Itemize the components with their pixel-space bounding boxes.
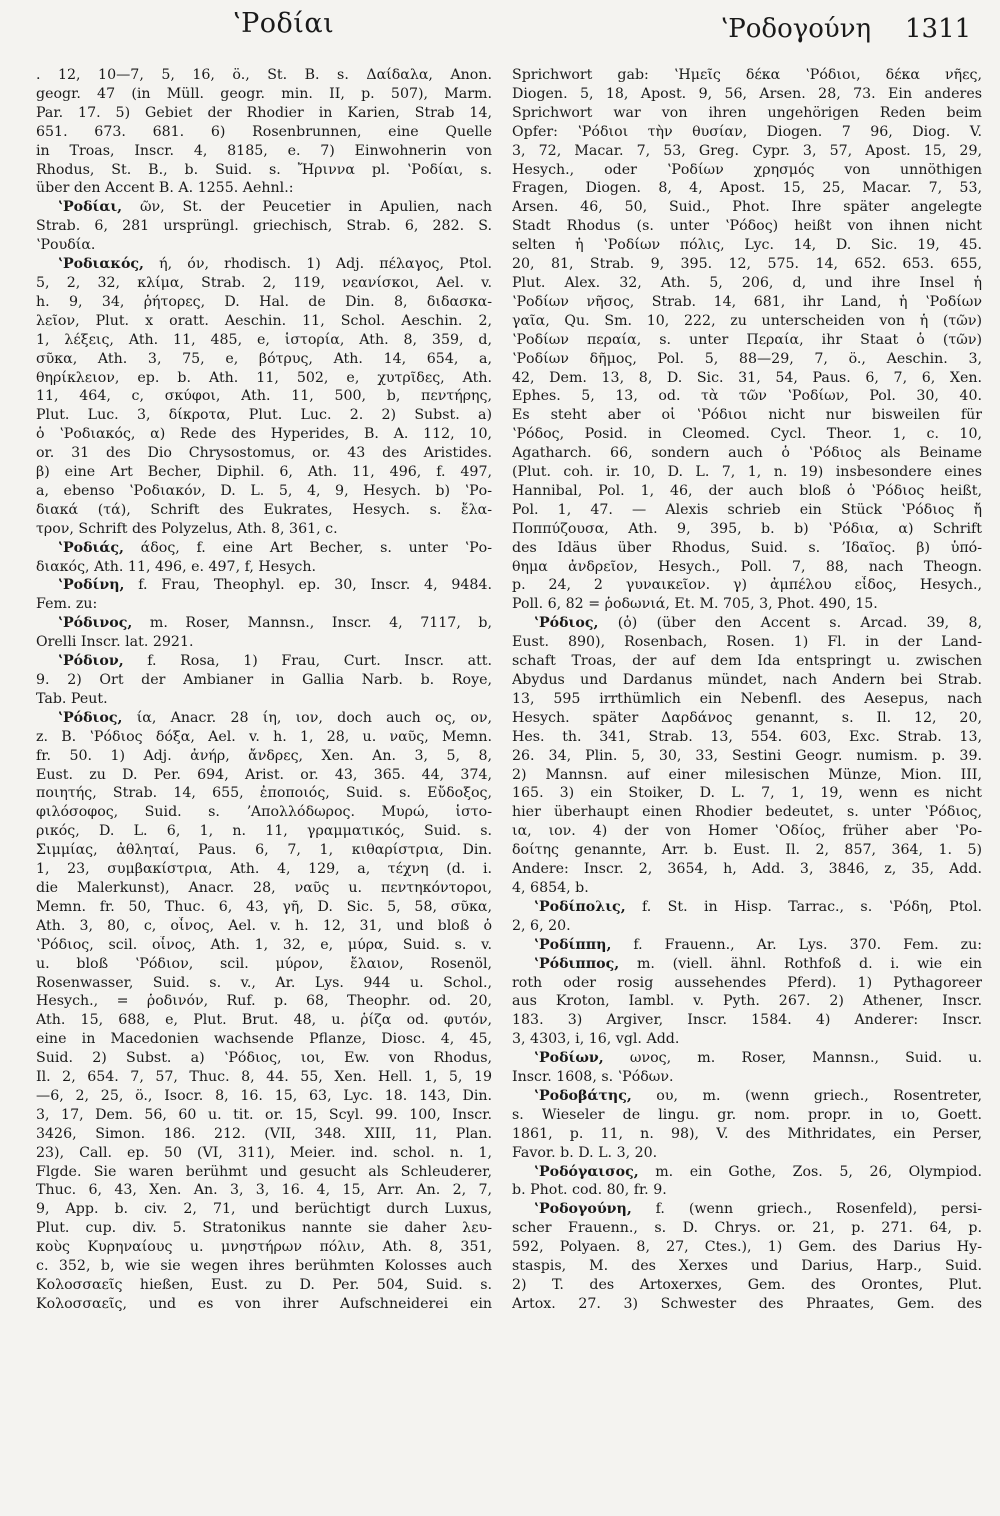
text-line: —6, 2, 25, ö., Isocr. 8, 16. 15, 63, Lyc. 18. 143, Din. <box>36 1087 492 1104</box>
entry-headword-line: ʽΡόδιος, ία, Anacr. 28 ίη, ιον, doch auch ος, ον, <box>58 709 492 726</box>
entry-headword-line: ʽΡόδινος, m. Roser, Mannsn., Inscr. 4, 7117, b, <box>58 615 492 632</box>
text-line: ʽΡοδίων νῆσος, Strab. 14, 681, ihr Land, ἡ ʽΡοδίων <box>512 293 982 310</box>
text-line: 3, 4303, i, 16, vgl. Add. <box>512 1031 680 1048</box>
entry-headword-line: ʽΡόδιον, f. Rosa, 1) Frau, Curt. Inscr. att. <box>58 653 492 670</box>
text-line: Thuc. 6, 43, Xen. An. 3, 3, 16. 4, 15, Arr. An. 2, 7, <box>36 1182 492 1199</box>
text-line: Orelli Inscr. lat. 2921. <box>36 634 194 651</box>
text-line: ια, ιον. 4) der von Homer ʽΟδίος, früher aber ʽΡο- <box>512 823 982 840</box>
entry-headword-line: ʽΡοδίππη, f. Frauenn., Ar. Lys. 370. Fem. zu: <box>534 936 982 953</box>
entry-headword-line: ʽΡοδίων, ωνος, m. Roser, Mannsn., Suid. u. <box>534 1050 982 1067</box>
text-line: aus Kroton, Iambl. v. Pyth. 267. 2) Athener, Inscr. <box>512 993 982 1010</box>
text-line: 2) Mannsn. auf einer milesischen Münze, Mion. III, <box>512 766 982 783</box>
text-line: γαῖα, Qu. Sm. 10, 222, zu unterscheiden von ἡ (τῶν) <box>512 312 982 329</box>
text-line: Favor. b. D. L. 3, 20. <box>512 1144 658 1161</box>
text-line: 11, 464, c, σκύφοι, Ath. 11, 500, b, πεντήρης, <box>36 388 492 405</box>
text-line: u. bloß ʽΡόδιον, scil. μύρον, ἔλαιον, Rosenöl, <box>36 955 492 972</box>
text-line: Par. 17. 5) Gebiet der Rhodier in Karien, Strab 14, <box>36 104 492 121</box>
text-line: ποιητής, Strab. 14, 655, ἐποποιός, Suid. s. Εὔδοξος, <box>36 785 492 802</box>
text-line: 3, 72, Macar. 7, 53, Greg. Cypr. 3, 57, Apost. 15, 29, <box>512 142 982 159</box>
text-line: τρον, Schrift des Polyzelus, Ath. 8, 361, c. <box>36 520 338 537</box>
text-line: Κολοσσαεῖς hießen, Eust. zu D. Per. 504, Suid. s. <box>36 1277 492 1293</box>
text-line: φιλόσοφος, Suid. s. ʼΑπολλόδωρος. Μυρώ, ἱστο- <box>36 804 492 821</box>
text-line: Hesych. später Δαρδάνος genannt, s. Il. 12, 20, <box>512 709 982 726</box>
text-line: Sprichwort gab: ʽΗμεῖς δέκα ʽΡόδιοι, δέκα νῆες, <box>512 67 982 83</box>
text-line: (Plut. coh. ir. 10, D. L. 7, 1, n. 19) insbesondere eines <box>512 464 982 481</box>
text-line: 592, Polyaen. 8, 27, Ctes.), 1) Gem. des Darius Hy- <box>512 1239 982 1256</box>
text-line: 651. 673. 681. 6) Rosenbrunnen, eine Quelle <box>36 123 492 140</box>
text-line: b. Phot. cod. 80, fr. 9. <box>512 1182 667 1199</box>
entry-headword: ʽΡόδιππος, <box>534 955 620 972</box>
text-line: β) eine Art Becher, Diphil. 6, Ath. 11, 496, f. 497, <box>36 464 492 481</box>
text-line: roth oder rosig aussehendes Pferd). 1) Pythagoreer <box>512 974 982 991</box>
text-line: . 12, 10—7, 5, 16, ö., St. B. s. Δαίδαλα, Anon. <box>36 67 492 83</box>
text-line: δοίτης genannte, Arr. b. Eust. Il. 2, 857, 364, 1. 5) <box>512 842 982 859</box>
left-column <box>36 66 492 1314</box>
text-line: Arsen. 46, 50, Suid., Phot. Ihre später angelegte <box>512 199 982 216</box>
text-line: Plut. Luc. 3, δίκροτα, Plut. Luc. 2. 2) Subst. a) <box>36 407 492 424</box>
text-line: 1, λέξεις, Ath. 11, 485, e, ἱστορία, Ath. 8, 359, d, <box>36 331 492 348</box>
text-line: z. B. ʽΡόδιος δόξα, Ael. v. h. 1, 28, u. ναῦς, Memn. <box>36 728 492 745</box>
text-line: Strab. 6, 281 ursprüngl. griechisch, Strab. 6, 282. S. <box>36 218 492 235</box>
right-running-headword: ʽΡοδογούνη <box>720 14 872 44</box>
text-line: Flgde. Sie waren berühmt und gesucht als Schleuderer, <box>36 1163 492 1180</box>
left-running-headword: ʽΡοδίαι <box>232 8 335 39</box>
text-line: Opfer: ʽΡόδιοι τὴν θυσίαν, Diogen. 7 96, Diog. V. <box>512 123 982 140</box>
text-line: Hesych., oder ʽΡοδίων χρησμός von unnöthigen <box>512 161 982 178</box>
entry-headword: ʽΡοδίνη, <box>58 577 125 594</box>
text-line: Agatharch. 66, sondern auch ὁ ʽΡόδιος als Beiname <box>512 445 982 462</box>
text-line: h. 9, 34, ῥήτορες, D. Hal. de Din. 8, διδασκα- <box>36 293 492 310</box>
text-line: 1861, p. 11, n. 98), V. des Mithridates, ein Perser, <box>512 1125 982 1142</box>
text-line: Artox. 27. 3) Schwester des Phraates, Gem. des <box>512 1295 982 1312</box>
text-line: Hannibal, Pol. 1, 46, der auch bloß ὁ ʽΡόδιος heißt, <box>512 482 982 499</box>
text-line: 13, 595 irrthümlich ein Nebenfl. des Aesepus, nach <box>512 690 982 707</box>
entry-headword: ʽΡοδιακός, <box>58 256 144 273</box>
entry-headword: ʽΡόδινος, <box>58 615 133 632</box>
text-line: 183. 3) Argiver, Inscr. 1584. 4) Anderer: Inscr. <box>512 1012 982 1029</box>
text-line: Tab. Peut. <box>36 690 108 707</box>
text-line: Abydus und Dardanus mündet, nach Andern bei Strab. <box>512 672 982 688</box>
text-line: Hes. th. 341, Strab. 13, 554. 603, Exc. Strab. 13, <box>512 728 982 745</box>
text-line: Fragen, Diogen. 8, 4, Apost. 15, 25, Macar. 7, 53, <box>512 180 982 197</box>
text-line: ʽΡοδίων δῆμος, Pol. 5, 88—29, 7, ö., Aeschin. 3, <box>512 350 982 367</box>
entry-headword: ʽΡοδίαι, <box>58 199 123 216</box>
text-line: 23), Call. ep. 50 (VI, 311), Meier. ind. schol. n. 1, <box>36 1144 492 1161</box>
text-line: die Malerkunst), Anacr. 28, ναῦς u. πεντηκόντοροι, <box>36 879 492 896</box>
text-line: Plut. Alex. 32, Ath. 5, 206, d, und ihre Insel ἡ <box>512 274 982 291</box>
text-line: or. 31 des Dio Chrysostomus, or. 43 des Aristides. <box>36 445 492 462</box>
text-line: des Idäus über Rhodus, Suid. s. ʼΙδαῖος. β) ὑπό- <box>512 539 982 556</box>
text-line: 42, Dem. 13, 8, D. Sic. 31, 54, Paus. 6, 7, 6, Xen. <box>512 369 982 386</box>
text-line: 9. 2) Ort der Ambianer in Gallia Narb. b. Roye, <box>36 672 492 688</box>
text-line: ὁ ʽΡοδιακός, α) Rede des Hyperides, B. A. 112, 10, <box>36 426 492 443</box>
text-line: Fem. zu: <box>36 596 98 613</box>
entry-headword-line: ʽΡοδίνη, f. Frau, Theophyl. ep. 30, Inscr. 4, 9484. <box>58 577 492 594</box>
text-line: geogr. 47 (in Müll. geogr. min. II, p. 507), Marm. <box>36 85 492 102</box>
entry-headword: ʽΡοδίπολις, <box>534 898 626 915</box>
entry-headword: ʽΡοδίων, <box>534 1050 604 1067</box>
text-line: 3, 17, Dem. 56, 60 u. tit. or. 15, Scyl. 99. 100, Inscr. <box>36 1106 492 1123</box>
text-line: διακός, Ath. 11, 496, e. 497, f, Hesych. <box>36 558 317 575</box>
entry-headword: ʽΡοδόγαισος, <box>534 1163 639 1180</box>
entry-headword-line: ʽΡόδιος, (ὁ) (über den Accent s. Arcad. 39, 8, <box>534 615 982 632</box>
text-line: ʽΡόδος, Posid. in Cleomed. Cycl. Theor. 1, c. 10, <box>512 426 982 443</box>
entry-headword: ʽΡόδιος, <box>534 615 599 632</box>
text-line: Rhodus, St. B., b. Suid. s. Ἤριννα pl. ʽΡοδίαι, s. <box>36 161 492 178</box>
entry-headword-line: ʽΡοδοβάτης, ου, m. (wenn griech., Rosentreter, <box>534 1087 982 1104</box>
text-line: Σιμμίας, ἀθληταί, Paus. 6, 7, 1, κιθαρίστρια, Din. <box>36 842 492 859</box>
text-line: Ποππύζουσα, Ath. 9, 395, b. b) ʽΡόδια, α) Schrift <box>512 520 982 537</box>
text-line: 9, App. b. civ. 2, 71, und berüchtigt durch Luxus, <box>36 1201 492 1218</box>
text-line: θημα ἀνδρεῖον, Hesych., Poll. 7, 88, nach Theogn. <box>512 558 982 575</box>
entry-headword-line: ʽΡόδιππος, m. (viell. ähnl. Rothfoß d. i. wie ein <box>534 955 982 972</box>
text-line: Suid. 2) Subst. a) ʽΡόδιος, ιοι, Ew. von Rhodus, <box>36 1050 492 1067</box>
text-line: Pol. 1, 47. — Alexis schrieb ein Stück ʽΡόδιος ἤ <box>512 501 982 518</box>
text-line: 2, 6, 20. <box>512 917 571 934</box>
text-line: schaft Troas, der auf dem Ida entspringt u. zwischen <box>512 653 982 670</box>
text-line: σῦκα, Ath. 3, 75, e, βότρυς, Ath. 14, 654, a, <box>36 350 492 367</box>
text-line: 26. 34, Plin. 5, 30, 33, Sestini Geogr. numism. p. 39. <box>512 747 982 764</box>
text-line: θηρίκλειον, ep. b. Ath. 11, 502, e, χυτρῖδες, Ath. <box>36 369 492 386</box>
text-line: ρικός, D. L. 6, 1, n. 11, γραμματικός, Suid. s. <box>36 823 492 840</box>
text-line: Memn. fr. 50, Thuc. 6, 43, γῆ, D. Sic. 5, 58, σῦκα, <box>36 898 492 915</box>
text-line: 165. 3) ein Stoiker, D. L. 7, 1, 19, wenn es nicht <box>512 785 982 802</box>
entry-headword: ʽΡόδιον, <box>58 653 124 670</box>
text-line: Ath. 15, 688, e, Plut. Brut. 48, u. ῥίζα od. φυτόν, <box>36 1012 492 1029</box>
text-line: Ath. 3, 80, c, οἶνος, Ael. v. h. 12, 31, und bloß ὁ <box>36 917 492 934</box>
text-line: Eust. zu D. Per. 694, Arist. or. 43, 365. 44, 374, <box>36 766 492 783</box>
text-line: Diogen. 5, 18, Apost. 9, 56, Arsen. 28, 73. Ein anderes <box>512 85 982 102</box>
text-line: κοὺς Κυρηναίους u. μνηστήρων πόλιν, Ath. 8, 351, <box>36 1239 492 1256</box>
text-line: s. Wieseler de lingu. gr. nom. propr. in ιο, Goett. <box>512 1106 982 1123</box>
text-line: a, ebenso ʽΡοδιακόν, D. L. 5, 4, 9, Hesych. b) ʽΡο- <box>36 482 492 499</box>
text-line: Hesych., = ῥοδινόν, Ruf. p. 68, Theophr. od. 20, <box>36 993 492 1010</box>
entry-headword-line: ʽΡοδογούνη, f. (wenn griech., Rosenfeld), persi- <box>534 1201 982 1218</box>
text-line: Rosenwasser, Suid. s. v., Ar. Lys. 944 u. Schol., <box>36 974 492 991</box>
page-header <box>0 0 1000 60</box>
text-line: ʽΡουδία. <box>36 237 96 254</box>
text-line: Es steht aber οἱ ʽΡόδιοι nicht nur bisweilen für <box>512 407 982 424</box>
text-line: 5, 2, 32, κλίμα, Strab. 2, 119, νεανίσκοι, Ael. v. <box>36 274 492 291</box>
text-line: staspis, M. des Xerxes und Darius, Harp., Suid. <box>512 1258 982 1275</box>
entry-headword-line: ʽΡοδίπολις, f. St. in Hisp. Tarrac., s. ʽΡόδη, Ptol. <box>534 898 982 915</box>
text-line: 3426, Simon. 186. 212. (VII, 348. XIII, 11, Plan. <box>36 1125 492 1142</box>
text-line: 2) T. des Artoxerxes, Gem. des Orontes, Plut. <box>512 1277 982 1293</box>
text-line: Il. 2, 654. 7, 57, Thuc. 8, 44. 55, Xen. Hell. 1, 5, 19 <box>36 1069 492 1086</box>
entry-headword: ʽΡοδιάς, <box>58 539 124 556</box>
text-line: Andere: Inscr. 2, 3654, h, Add. 3, 3846, z, 35, Add. <box>512 861 982 878</box>
text-line: eine in Macedonien wachsende Pflanze, Diosc. 4, 45, <box>36 1031 492 1048</box>
text-line: Κολοσσαεῖς, und es von ihrer Aufschneiderei ein <box>36 1295 492 1312</box>
entry-headword-line: ʽΡοδίαι, ῶν, St. der Peucetier in Apulien, nach <box>58 199 492 216</box>
entry-headword-line: ʽΡοδόγαισος, m. ein Gothe, Zos. 5, 26, Olympiod. <box>534 1163 982 1180</box>
text-line: ʽΡόδιος, scil. οἶνος, Ath. 1, 32, e, μύρα, Suid. s. v. <box>36 936 492 953</box>
text-line: selten ἡ ʽΡοδίων πόλις, Lyc. 14, D. Sic. 19, 45. <box>512 237 982 254</box>
right-column <box>512 66 982 1314</box>
text-line: Inscr. 1608, s. ʽΡόδων. <box>512 1069 674 1086</box>
text-line: Eust. 890), Rosenbach, Rosen. 1) Fl. in der Land- <box>512 634 982 651</box>
text-line: Plut. cup. div. 5. Stratonikus nannte sie daher λευ- <box>36 1220 492 1237</box>
text-line: λεῖον, Plut. x oratt. Aeschin. 11, Schol. Aeschin. 2, <box>36 312 492 329</box>
text-line: in Troas, Inscr. 4, 8185, e. 7) Einwohnerin von <box>36 142 492 159</box>
entry-headword-line: ʽΡοδιάς, άδος, f. eine Art Becher, s. unter ʽΡο- <box>58 539 492 556</box>
text-line: 1, 23, συμβακίστρια, Ath. 4, 129, a, τέχνη (d. i. <box>36 861 492 878</box>
text-line: Stadt Rhodus (s. unter ʽΡόδος) heißt von ihnen nicht <box>512 218 982 235</box>
text-line: scher Frauenn., s. D. Chrys. or. 21, p. 271. 64, p. <box>512 1220 982 1237</box>
entry-headword-line: ʽΡοδιακός, ή, όν, rhodisch. 1) Adj. πέλαγος, Ptol. <box>58 256 492 273</box>
text-line: ʽΡοδίων περαία, s. unter Περαία, ihr Staat ὁ (τῶν) <box>512 331 982 348</box>
text-line: Sprichwort war von ihren ungehörigen Reden beim <box>512 104 982 121</box>
text-line: Ephes. 5, 13, od. τὰ τῶν ʽΡοδίων, Pol. 30, 40. <box>512 388 982 405</box>
entry-headword: ʽΡοδογούνη, <box>534 1201 632 1218</box>
entry-headword: ʽΡοδοβάτης, <box>534 1087 632 1104</box>
text-line: c. 352, b, wie sie wegen ihres berühmten Kolosses auch <box>36 1258 492 1275</box>
entry-headword: ʽΡοδίππη, <box>534 936 612 953</box>
text-line: 4, 6854, b. <box>512 879 589 896</box>
page-number: 1311 <box>905 14 972 44</box>
text-line: Poll. 6, 82 = ῥοδωνιά, Et. M. 705, 3, Phot. 490, 15. <box>512 596 878 613</box>
text-line: über den Accent B. A. 1255. Aehnl.: <box>36 180 294 197</box>
text-line: διακά (τά), Schrift des Eukrates, Hesych. s. ἔλα- <box>36 501 492 518</box>
entry-headword: ʽΡόδιος, <box>58 709 123 726</box>
text-line: fr. 50. 1) Adj. ἀνήρ, ἄνδρες, Xen. An. 3, 5, 8, <box>36 747 492 764</box>
text-line: p. 24, 2 γυναικεῖον. γ) ἀμπέλου εἶδος, Hesych., <box>512 577 982 594</box>
text-line: hier überhaupt einen Rhodier bedeutet, s. unter ʽΡόδιος, <box>512 804 982 821</box>
text-line: 20, 81, Strab. 9, 395. 12, 575. 14, 652. 653. 655, <box>512 256 982 273</box>
